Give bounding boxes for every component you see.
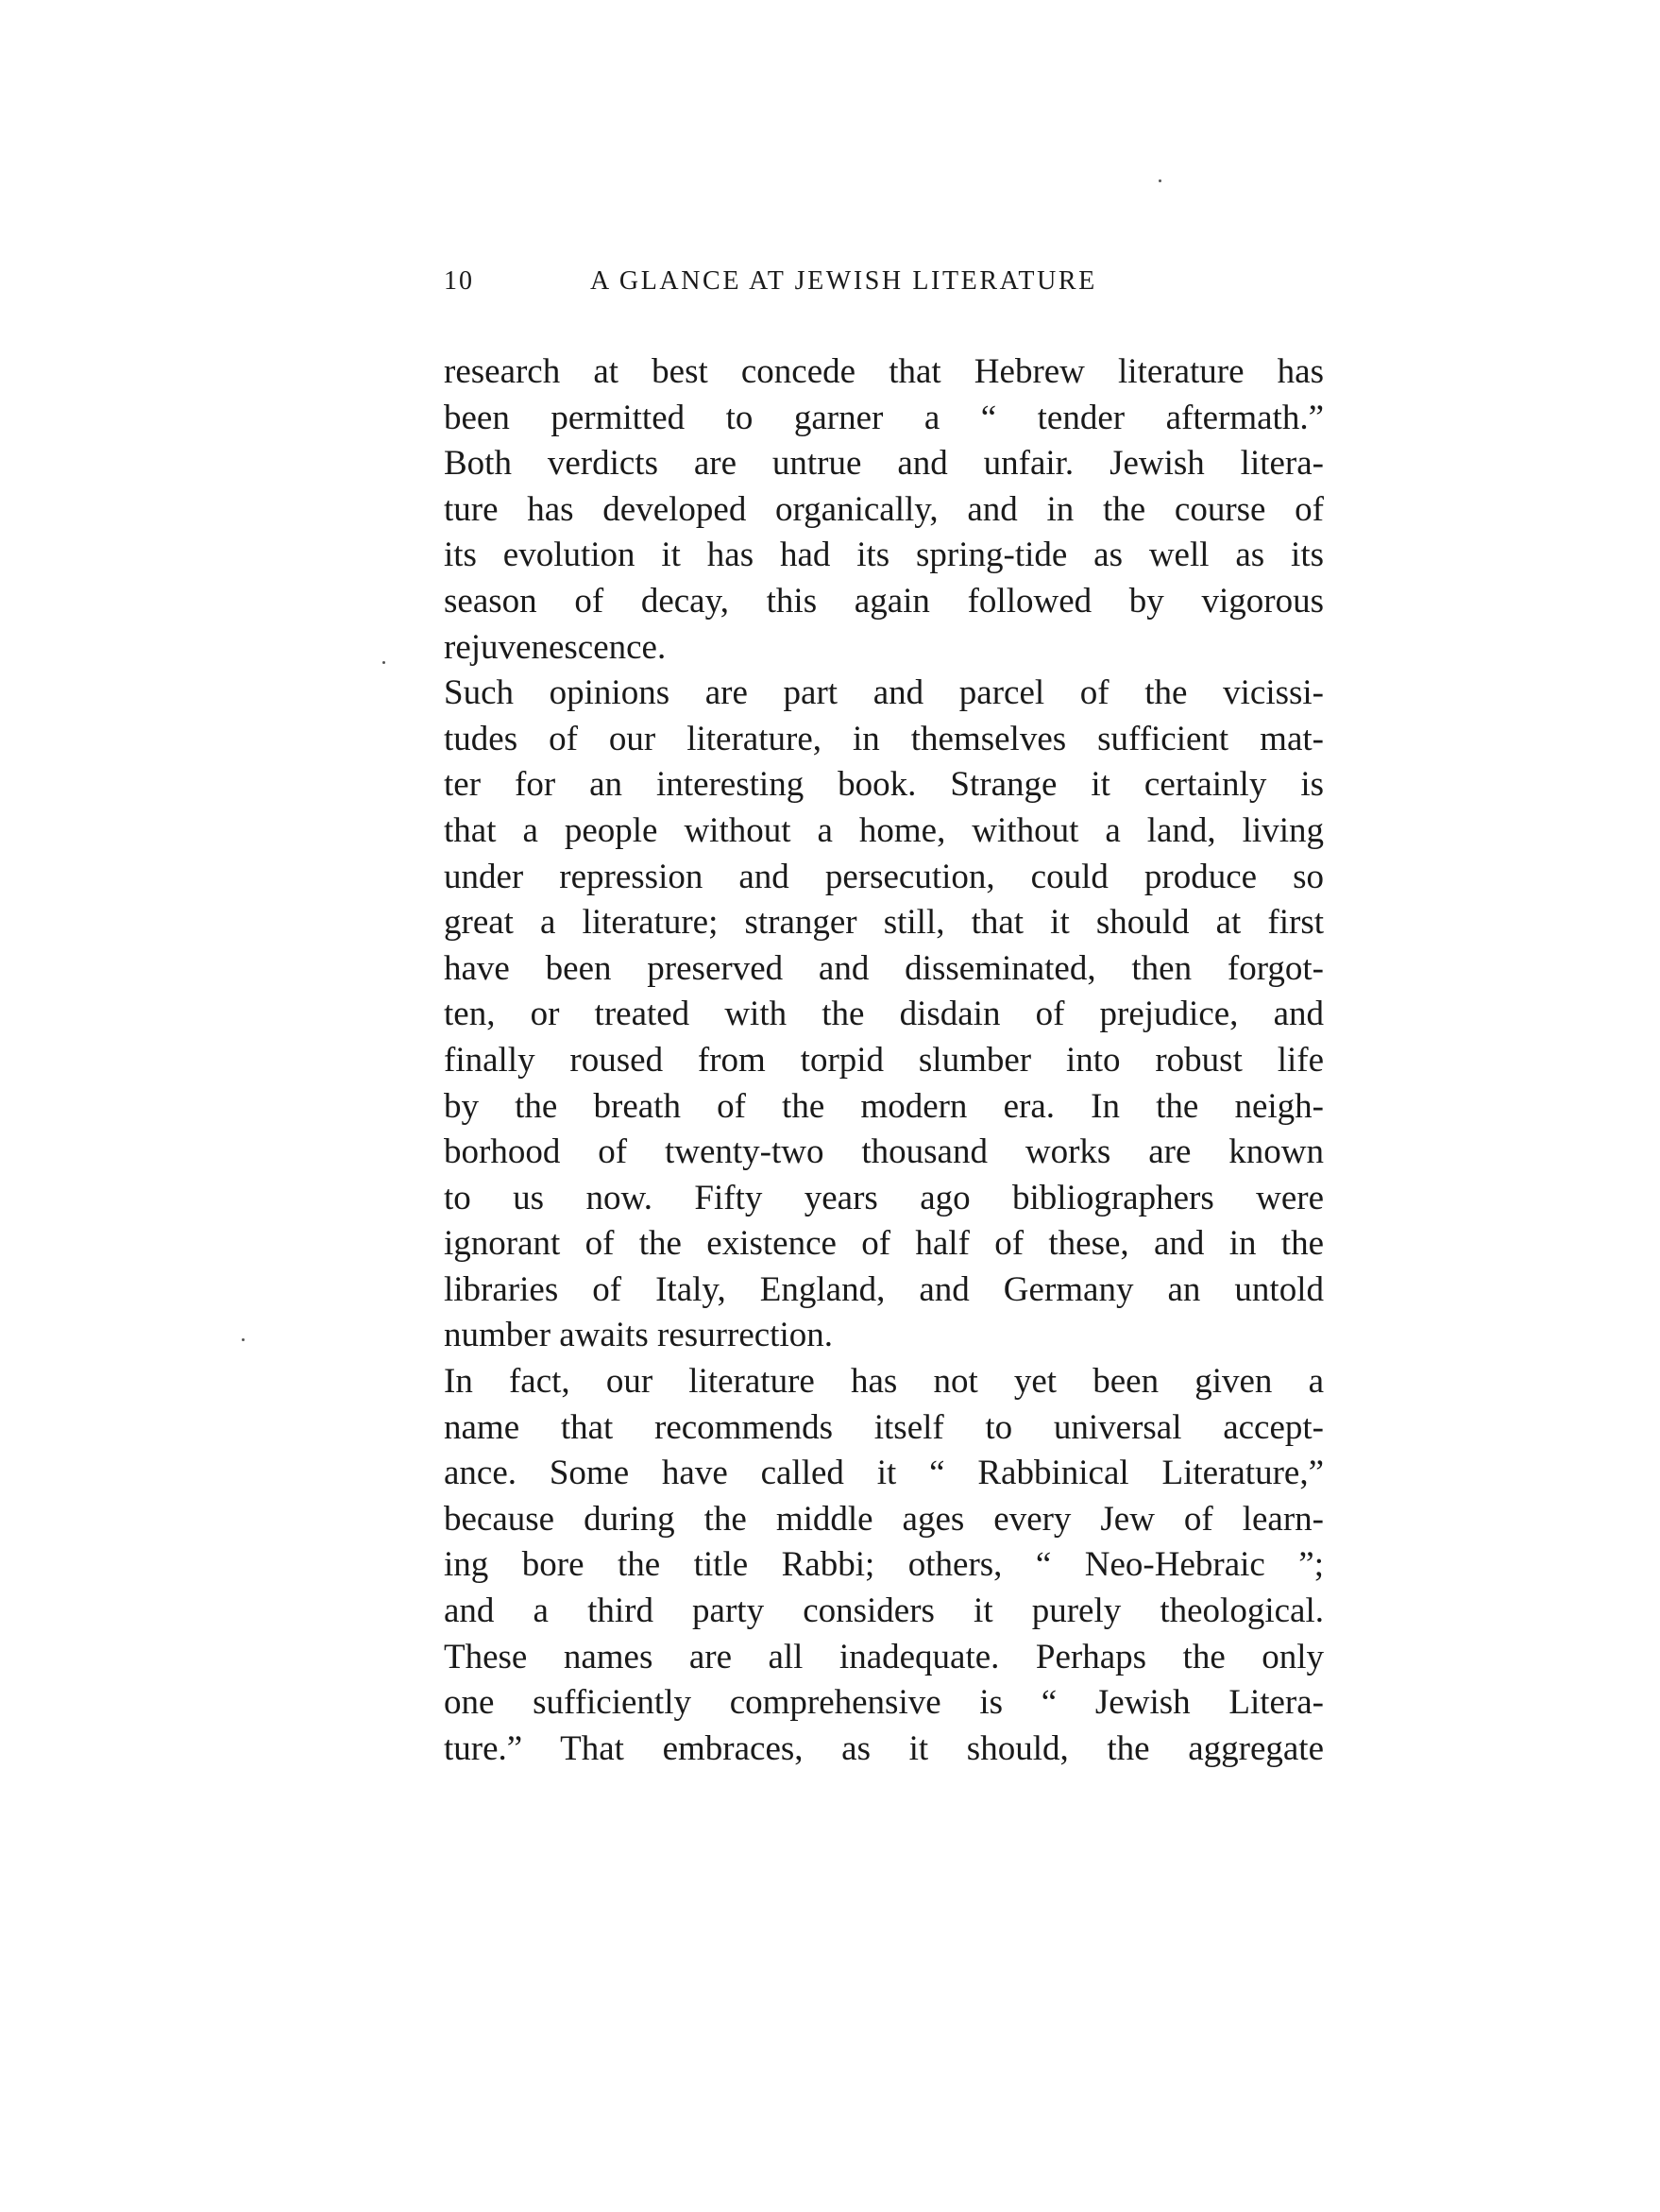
text-line: ance. Some have called it “ Rabbinical Literature,” [444, 1454, 1324, 1493]
text-line: great a literature; stranger still, that it should at first [444, 903, 1324, 943]
text-line: libraries of Italy, England, and Germany an untold [444, 1269, 1324, 1309]
text-line: ing bore the title Rabbi; others, “ Neo-Hebraic ”; [444, 1545, 1324, 1585]
text-line: name that recommends itself to universal accept- [444, 1407, 1324, 1447]
text-line: one sufficiently comprehensive is “ Jewish Litera- [444, 1683, 1324, 1723]
text-line: been permitted to garner a “ tender aftermath.” [444, 398, 1324, 437]
text-line: its evolution it has had its spring-tide as well as its [444, 536, 1324, 575]
text-line: borhood of twenty-two thousand works are known [444, 1132, 1324, 1172]
paragraph [444, 1359, 1324, 1772]
text-line: ture.” That embraces, as it should, the aggregate [444, 1728, 1324, 1768]
body-text [444, 349, 1324, 1772]
running-title: A GLANCE AT JEWISH LITERATURE [590, 266, 1097, 296]
text-line: ten, or treated with the disdain of prejudice, and [444, 995, 1324, 1034]
text-line: number awaits resurrection. [444, 1316, 833, 1355]
text-line: season of decay, this again followed by vigorous [444, 581, 1324, 621]
paragraph [444, 349, 1324, 671]
text-line: by the breath of the modern era. In the neigh- [444, 1086, 1324, 1126]
text-line: rejuvenescence. [444, 627, 667, 667]
text-line: have been preserved and disseminated, then forgot- [444, 948, 1324, 988]
text-line: because during the middle ages every Jew of learn- [444, 1499, 1324, 1539]
page-number: 10 [444, 266, 474, 296]
text-line: Such opinions are part and parcel of the vicissi- [444, 673, 1324, 713]
text-line: tudes of our literature, in themselves sufficient mat- [444, 719, 1324, 758]
text-line: In fact, our literature has not yet been given a [444, 1362, 1324, 1402]
text-line: that a people without a home, without a land, living [444, 810, 1324, 850]
running-header [444, 266, 1180, 304]
text-line: These names are all inadequate. Perhaps the only [444, 1637, 1324, 1676]
text-line: and a third party considers it purely theological. [444, 1591, 1324, 1631]
scan-speck [1159, 179, 1161, 182]
text-line: research at best concede that Hebrew literature has [444, 352, 1324, 391]
text-line: ignorant of the existence of half of these, and in the [444, 1224, 1324, 1264]
scan-speck [242, 1338, 245, 1341]
text-line: to us now. Fifty years ago bibliographers were [444, 1178, 1324, 1217]
text-line: under repression and persecution, could produce so [444, 857, 1324, 896]
scan-speck [382, 661, 385, 664]
text-line: finally roused from torpid slumber into robust life [444, 1040, 1324, 1080]
text-line: Both verdicts are untrue and unfair. Jewish litera- [444, 444, 1324, 484]
text-line: ter for an interesting book. Strange it certainly is [444, 765, 1324, 805]
text-line: ture has developed organically, and in the course of [444, 489, 1324, 529]
paragraph [444, 671, 1324, 1359]
